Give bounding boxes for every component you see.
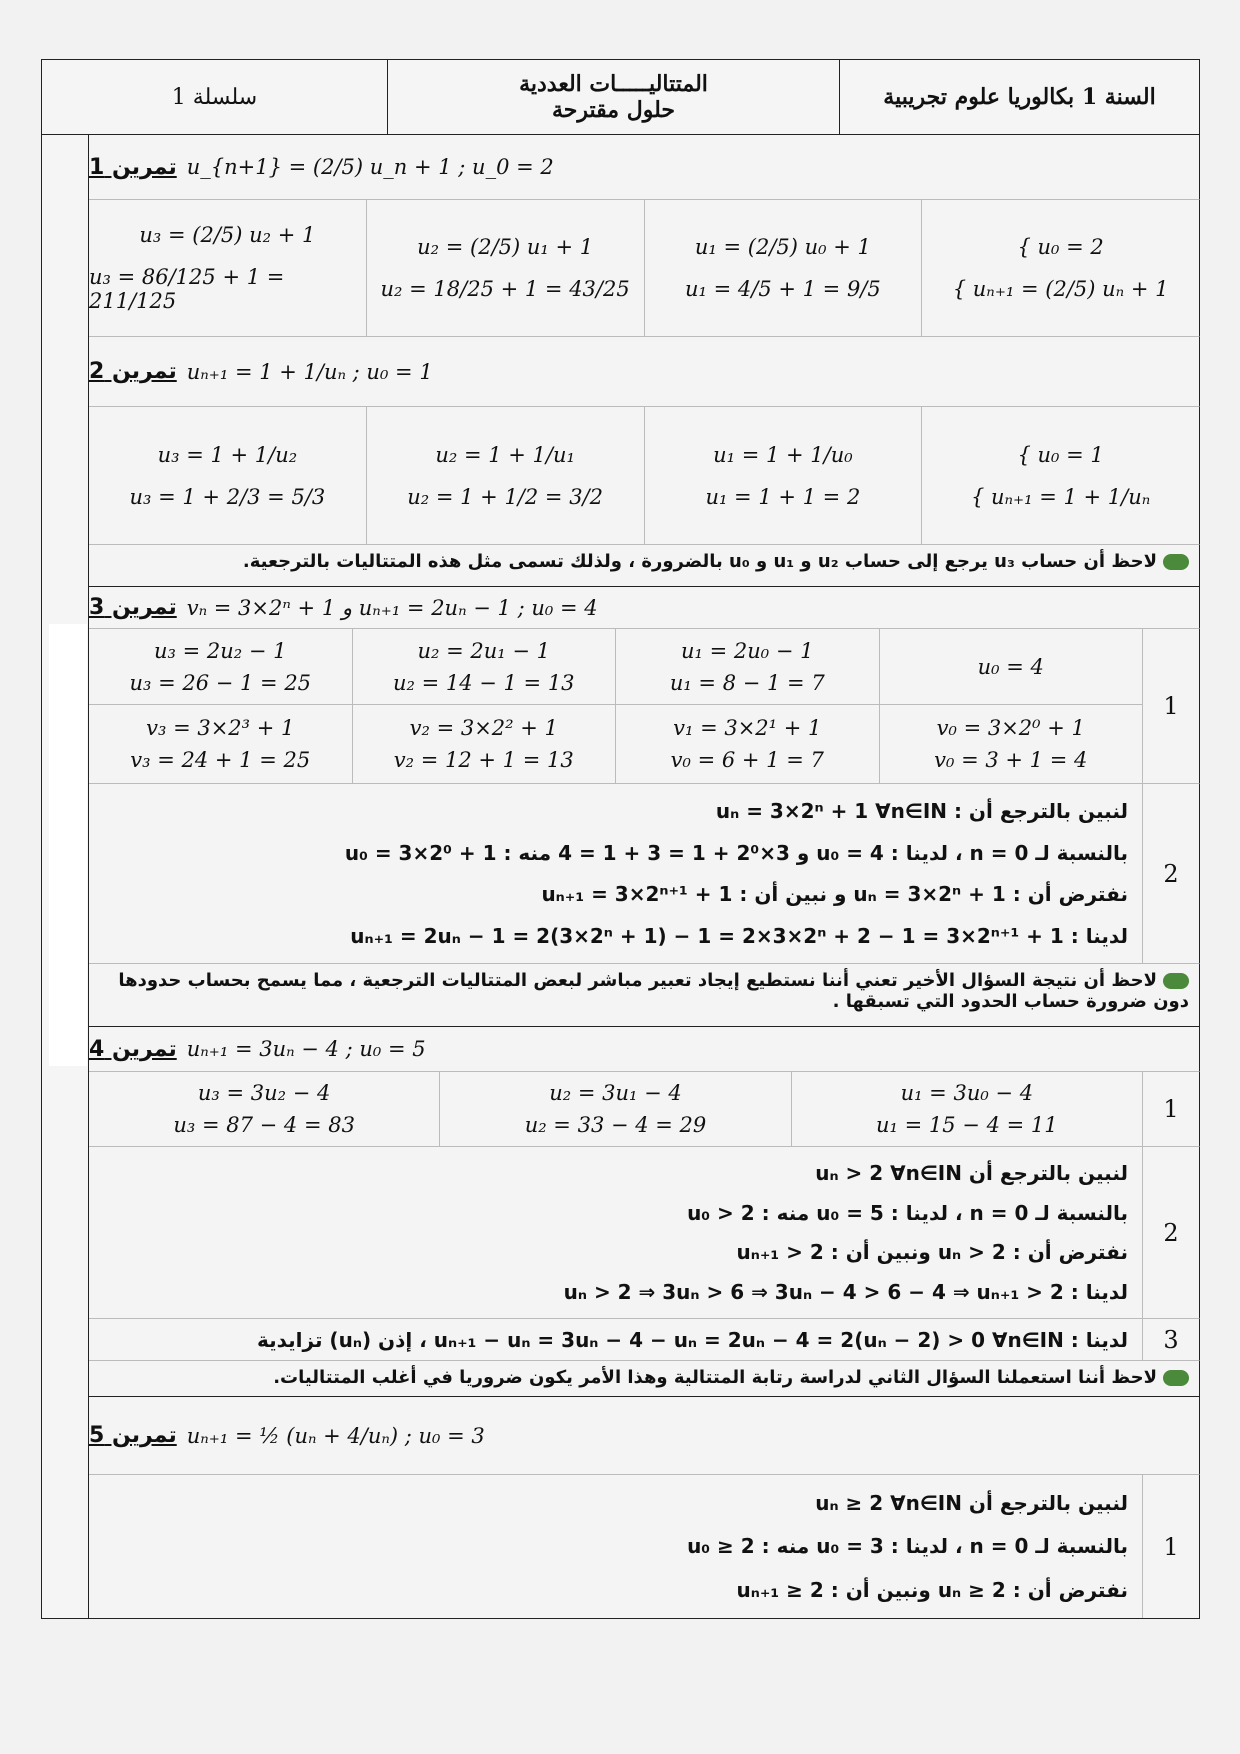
ex1-cell-u2 (367, 200, 645, 336)
ex4-u2 (440, 1072, 791, 1146)
math-line: u₁ = 1 + 1 = 2 (705, 484, 861, 509)
ex1-title-row (89, 135, 1200, 200)
ex4-q1 (89, 1072, 1200, 1147)
ex2-cell-system (922, 407, 1199, 544)
ex4-q3 (89, 1319, 1200, 1361)
math-line: v₂ = 3×2² + 1 (409, 716, 558, 740)
ex4-proof-line: لدينا : uₙ > 2 ⇒ 3uₙ > 6 ⇒ 3uₙ − 4 > 6 − 4 ⇒ uₙ₊₁ > 2 (563, 1280, 1128, 1305)
math-line: v₃ = 3×2³ + 1 (146, 716, 295, 740)
ex2-title-row (89, 337, 1200, 407)
math-line: u₂ = 33 − 4 = 29 (524, 1113, 707, 1137)
math-line: u₁ = 3u₀ − 4 (900, 1081, 1034, 1105)
ex4-definition: uₙ₊₁ = 3uₙ − 4 ; u₀ = 5 (186, 1037, 426, 1061)
ex3-proof-line: بالنسبة لـ n = 0 ، لدينا : u₀ = 4 و 3×2⁰ + 1 = 3 + 1 = 4 منه : u₀ = 3×2⁰ + 1 (344, 840, 1128, 865)
ex4-title: تمرين 4 (89, 1036, 177, 1062)
math-line: u₁ = 2u₀ − 1 (680, 638, 814, 663)
math-line: v₂ = 12 + 1 = 13 (393, 748, 574, 772)
ex5-proof-line: نفترض أن : uₙ ≥ 2 ونبين أن : uₙ₊₁ ≥ 2 (736, 1578, 1128, 1603)
math-line: u₂ = 3u₁ − 4 (549, 1081, 682, 1105)
header (41, 59, 1200, 135)
math-line: v₃ = 24 + 1 = 25 (130, 748, 311, 772)
ex4-u1 (792, 1072, 1142, 1146)
math-line: u₂ = 2u₁ − 1 (417, 638, 550, 663)
math-line: u₃ = 26 − 1 = 25 (129, 670, 312, 695)
ex4-proof-line: نفترض أن : uₙ > 2 ونبين أن : uₙ₊₁ > 2 (736, 1240, 1128, 1265)
note-text: لاحظ أننا استعملنا السؤال الثاني لدراسة رتابة المتتالية وهذا الأمر يكون ضروريا في أغلب المتتاليات. (273, 1367, 1157, 1388)
math-line: { u₀ = 2 (1017, 235, 1104, 259)
topic-title: المتتاليـــــات العددية (519, 71, 708, 97)
ex1-cell-u3 (89, 200, 367, 336)
ex3-proof-line: لدينا : uₙ₊₁ = 2uₙ − 1 = 2(3×2ⁿ + 1) − 1 = 2×3×2ⁿ + 2 − 1 = 3×2ⁿ⁺¹ + 1 (350, 924, 1128, 949)
ex3-v1 (616, 705, 880, 783)
ex3-proof-line: نفترض أن : uₙ = 3×2ⁿ + 1 و نبين أن : uₙ₊₁ = 3×2ⁿ⁺¹ + 1 (541, 882, 1128, 907)
ex2-cell-u2 (367, 407, 645, 544)
ex2-cells (89, 407, 1200, 545)
ex5-title: تمرين 5 (89, 1423, 177, 1448)
ex5-proof-line: بالنسبة لـ n = 0 ، لدينا : u₀ = 3 منه : u₀ ≥ 2 (687, 1534, 1128, 1559)
ex3-note (89, 964, 1200, 1027)
ex2-cell-u3 (89, 407, 367, 544)
comment-icon (1163, 554, 1189, 570)
math-line: { uₙ₊₁ = 1 + 1/uₙ (970, 484, 1151, 509)
topic-subtitle: حلول مقترحة (552, 97, 675, 123)
ex3-q2-number: 2 (1142, 784, 1199, 963)
ex5-q1 (89, 1475, 1200, 1619)
ex4-q2-number: 2 (1142, 1147, 1199, 1318)
ex2-note (89, 545, 1200, 587)
ex4-note (89, 1361, 1200, 1397)
ex1-cells (89, 200, 1200, 337)
math-line: u₁ = 15 − 4 = 11 (876, 1113, 1058, 1137)
math-line: u₃ = 1 + 2/3 = 5/3 (129, 484, 326, 509)
ex1-cell-u1 (645, 200, 923, 336)
math-line: u₂ = 1 + 1/u₁ (435, 442, 575, 467)
ex4-u3 (89, 1072, 440, 1146)
math-line: v₁ = 3×2¹ + 1 (673, 716, 822, 740)
ex3-u3 (89, 629, 353, 704)
math-line: u₃ = 3u₂ − 4 (197, 1081, 331, 1105)
ex3-title-row (89, 587, 1200, 629)
ex3-q1 (89, 629, 1200, 784)
ex4-proof-line: لنبين بالترجع أن uₙ > 2 ∀n∈IN (815, 1160, 1128, 1185)
ex3-q1-number: 1 (1142, 629, 1199, 783)
ex4-proof-line: بالنسبة لـ n = 0 ، لدينا : u₀ = 5 منه : u₀ > 2 (687, 1200, 1128, 1225)
topic (388, 60, 840, 134)
math-line: u₃ = 1 + 1/u₂ (157, 442, 298, 467)
math-line: u₁ = 4/5 + 1 = 9/5 (685, 277, 881, 301)
ex3-definition: vₙ = 3×2ⁿ + 1 و uₙ₊₁ = 2uₙ − 1 ; u₀ = 4 (186, 595, 598, 620)
level-label: السنة 1 بكالوريا علوم تجريبية (883, 84, 1156, 110)
ex2-cell-u1 (645, 407, 923, 544)
ex3-title: تمرين 3 (89, 595, 177, 620)
math-line: u₂ = 1 + 1/2 = 3/2 (407, 484, 603, 509)
ex2-title: تمرين 2 (89, 359, 177, 384)
series-label: سلسلة 1 (42, 60, 388, 134)
ex3-u1 (616, 629, 880, 704)
note-text: لاحظ أن حساب u₃ يرجع إلى حساب u₂ و u₁ و u₀ بالضرورة ، ولذلك تسمى مثل هذه المتتاليات بالترجعية. (242, 551, 1157, 572)
math-line: u₁ = 1 + 1/u₀ (713, 442, 853, 467)
margin-strip (49, 624, 87, 1066)
ex4-q3-number: 3 (1142, 1319, 1199, 1360)
math-line: v₀ = 6 + 1 = 7 (670, 748, 824, 772)
math-line: u₃ = (2/5) u₂ + 1 (139, 223, 316, 247)
ex5-proof-line: لنبين بالترجع أن uₙ ≥ 2 ∀n∈IN (815, 1490, 1128, 1515)
math-line: v₀ = 3×2⁰ + 1 (936, 716, 1085, 740)
ex4-q2 (89, 1147, 1200, 1319)
ex3-v3 (89, 705, 353, 783)
math-line: u₃ = 86/125 + 1 = 211/125 (89, 265, 285, 313)
ex3-u0 (880, 629, 1143, 704)
math-line: u₁ = 8 − 1 = 7 (669, 670, 825, 695)
math-line: u₀ = 4 (977, 654, 1044, 679)
ex4-title-row (89, 1027, 1200, 1072)
ex4-q1-number: 1 (1142, 1072, 1199, 1146)
comment-icon (1163, 973, 1189, 989)
ex3-q2 (89, 784, 1200, 964)
math-line: v₀ = 3 + 1 = 4 (934, 748, 1088, 772)
ex1-definition: u_{n+1} = (2/5) u_n + 1 ; u_0 = 2 (186, 155, 554, 179)
comment-icon (1163, 1370, 1189, 1386)
note-text: لاحظ أن نتيجة السؤال الأخير تعني أننا نستطيع إيجاد تعبير مباشر لبعض المتتاليات الترجعية ، مما يسمح بحساب حدودها دون ضرورة حساب الحدود التي تسبقها . (118, 970, 1189, 1012)
page (41, 59, 1200, 1619)
ex5-definition: uₙ₊₁ = ½ (uₙ + 4/uₙ) ; u₀ = 3 (186, 1423, 485, 1448)
math-line: u₂ = (2/5) u₁ + 1 (417, 235, 594, 259)
ex2-definition: uₙ₊₁ = 1 + 1/uₙ ; u₀ = 1 (186, 359, 433, 384)
math-line: u₃ = 2u₂ − 1 (153, 638, 287, 663)
math-line: u₃ = 87 − 4 = 83 (173, 1113, 355, 1137)
ex5-q1-number: 1 (1142, 1475, 1199, 1618)
ex5-title-row (89, 1397, 1200, 1475)
ex3-v0 (880, 705, 1143, 783)
math-line: u₂ = 18/25 + 1 = 43/25 (380, 277, 630, 301)
math-line: u₁ = (2/5) u₀ + 1 (694, 235, 871, 259)
ex3-u2 (353, 629, 617, 704)
ex3-proof-line: لنبين بالترجع أن : uₙ = 3×2ⁿ + 1 ∀n∈IN (715, 798, 1128, 823)
ex3-v2 (353, 705, 617, 783)
ex1-cell-system (922, 200, 1199, 336)
math-line: { uₙ₊₁ = (2/5) uₙ + 1 (952, 277, 1169, 301)
ex4-q3-text: لدينا : uₙ₊₁ − uₙ = 3uₙ − 4 − uₙ = 2uₙ − 4 = 2(uₙ − 2) > 0 ∀n∈IN ، إذن (uₙ) تزايدية (256, 1327, 1128, 1352)
math-line: { u₀ = 1 (1017, 442, 1104, 467)
ex1-title: تمرين 1 (89, 154, 177, 180)
math-line: u₂ = 14 − 1 = 13 (392, 670, 575, 695)
